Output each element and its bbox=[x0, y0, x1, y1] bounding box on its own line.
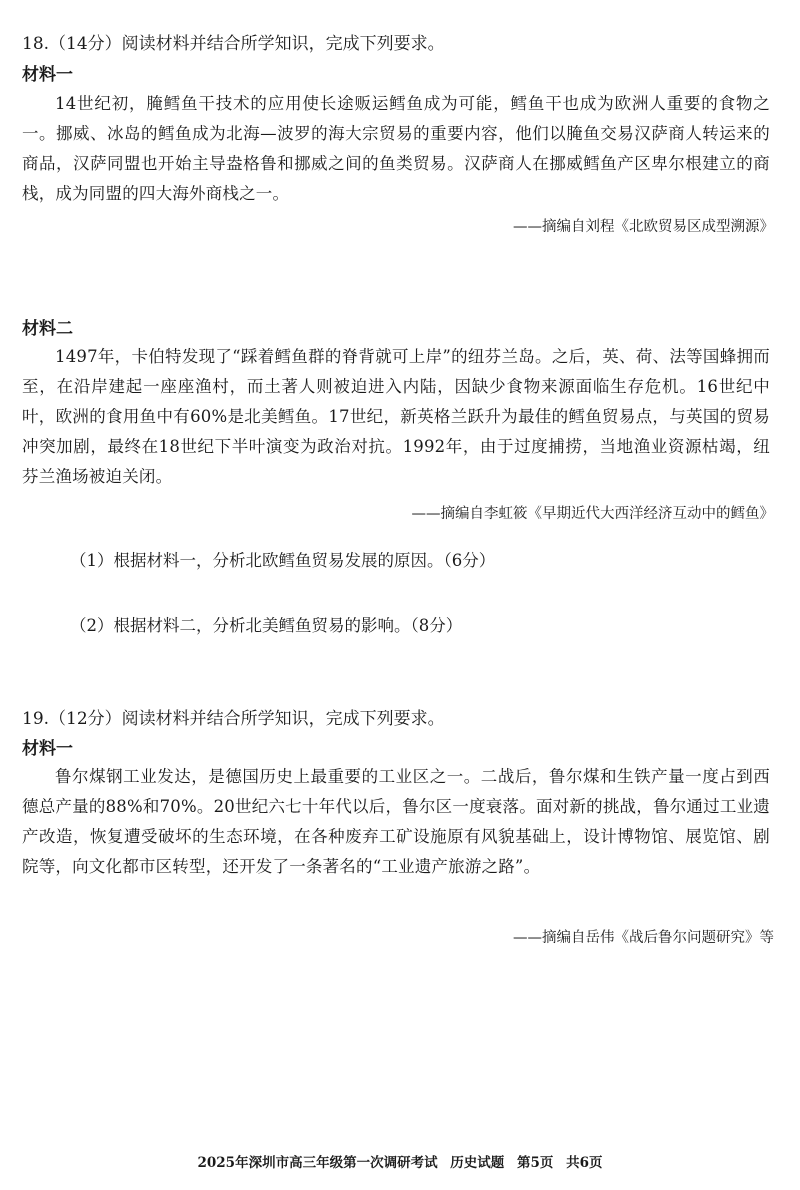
q18-sub-question-1: （1）根据材料一，分析北欧鳕鱼贸易发展的原因。（6分） bbox=[70, 551, 496, 570]
question-18-title: 18.（14分）阅读材料并结合所学知识，完成下列要求。 bbox=[22, 34, 445, 54]
q18-material-2-label: 材料二 bbox=[22, 319, 73, 339]
q19-material-1-text: 鲁尔煤钢工业发达，是德国历史上最重要的工业区之一。二战后，鲁尔煤和生铁产量一度占到西德总产量的88%和70%。20世纪六七十年代以后，鲁尔区一度衰落。面对新的挑战，鲁尔通过工业遗产改造，恢复遭受破坏的生态环境，在各种废弃工矿设施原有风貌基础上，设计博物馆、展览馆、剧院等，向文化都市区转型，还开发了一条著名的“工业遗产旅游之路”。 bbox=[22, 767, 770, 876]
q19-material-1-label: 材料一 bbox=[22, 739, 73, 759]
q19-material-1-source: ——摘编自岳伟《战后鲁尔问题研究》等 bbox=[513, 930, 774, 946]
footer-page-number: 第5页 bbox=[516, 1155, 554, 1171]
q18-material-2-source: ——摘编自李虹筱《早期近代大西洋经济互动中的鳕鱼》 bbox=[411, 506, 774, 522]
q18-material-1-label: 材料一 bbox=[22, 65, 73, 85]
q18-material-1-source: ——摘编自刘程《北欧贸易区成型溯源》 bbox=[513, 219, 774, 235]
footer-subject: 历史试题 bbox=[450, 1155, 505, 1171]
page-footer bbox=[0, 1153, 800, 1173]
q18-material-1-text: 14世纪初，腌鳕鱼干技术的应用使长途贩运鳕鱼成为可能，鳕鱼干也成为欧洲人重要的食物之一。挪威、冰岛的鳕鱼成为北海—波罗的海大宗贸易的重要内容，他们以腌鱼交易汉萨商人转运来的商品，汉萨同盟也开始主导盎格鲁和挪威之间的鱼类贸易。汉萨商人在挪威鳕鱼产区卑尔根建立的商栈，成为同盟的四大海外商栈之一。 bbox=[22, 94, 770, 203]
q18-sub-question-2: （2）根据材料二，分析北美鳕鱼贸易的影响。（8分） bbox=[70, 616, 463, 635]
footer-page-total: 共6页 bbox=[566, 1155, 603, 1171]
question-19-title: 19.（12分）阅读材料并结合所学知识，完成下列要求。 bbox=[22, 709, 445, 729]
footer-exam-name: 2025年深圳市高三年级第一次调研考试 bbox=[197, 1155, 438, 1171]
q18-material-2-text: 1497年，卡伯特发现了“踩着鳕鱼群的脊背就可上岸”的纽芬兰岛。之后，英、荷、法等国蜂拥而至，在沿岸建起一座座渔村，而土著人则被迫进入内陆，因缺少食物来源面临生存危机。16世纪中叶，欧洲的食用鱼中有60%是北美鳕鱼。17世纪，新英格兰跃升为最佳的鳕鱼贸易点，与英国的贸易冲突加剧，最终在18世纪下半叶演变为政治对抗。1992年，由于过度捕捞，当地渔业资源枯竭，纽芬兰渔场被迫关闭。 bbox=[22, 347, 770, 486]
